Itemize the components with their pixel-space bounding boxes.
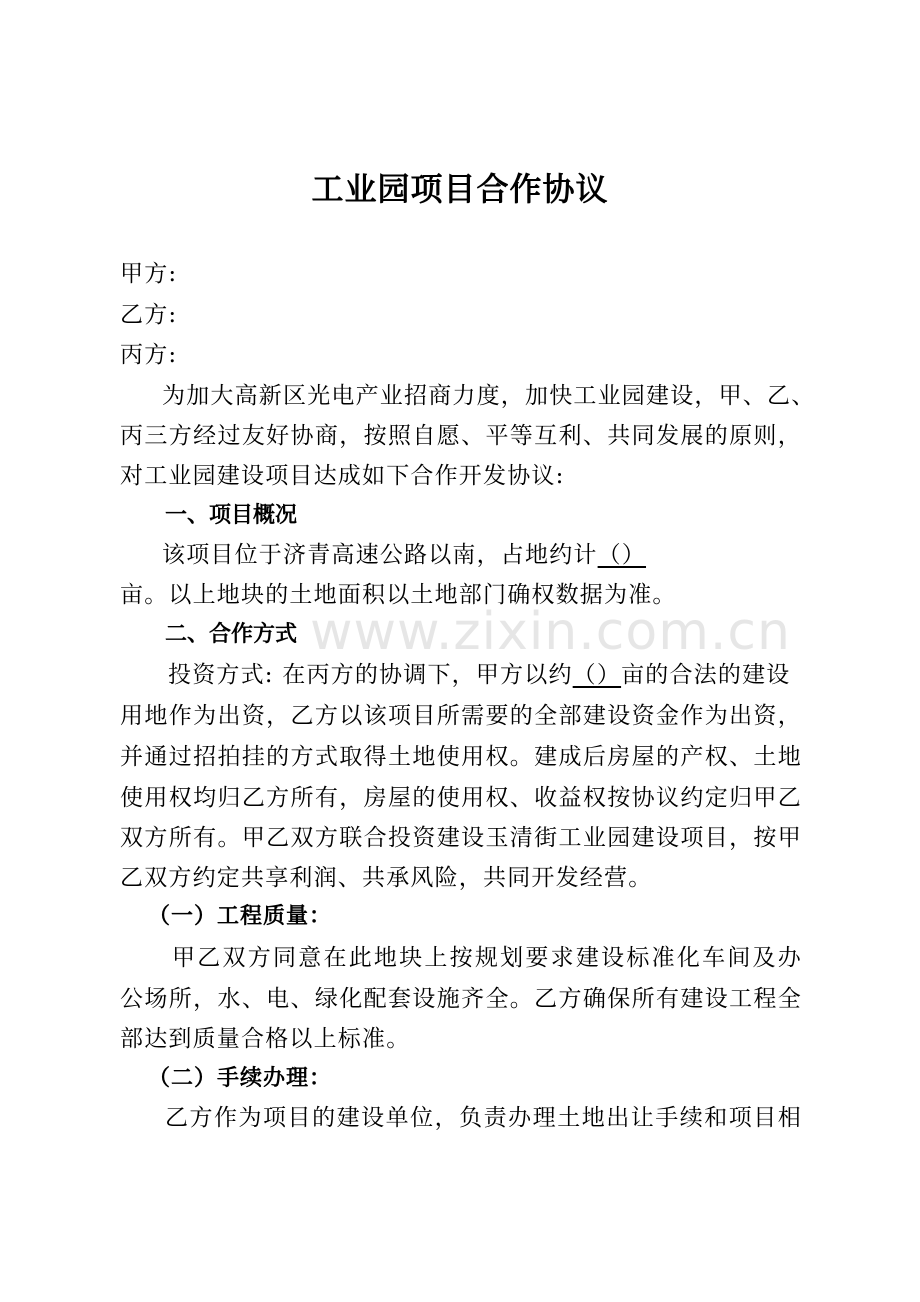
party-b-label: 乙方: [120, 302, 178, 328]
section-2-line-2: 用地作为出资，乙方以该项目所需要的全部建设资金作为出资， [120, 703, 802, 729]
watermark: www.zixin.com.cn [310, 602, 791, 662]
intro-line-2: 丙三方经过友好协商，按照自愿、平等互利、共同发展的原则， [120, 423, 802, 449]
subsection-1-line-2: 公场所，水、电、绿化配套设施齐全。乙方确保所有建设工程全 [120, 986, 802, 1012]
land-area-blank: （） [572, 662, 622, 688]
intro-line-1: 为加大高新区光电产业招商力度，加快工业园建设，甲、乙、 [162, 383, 816, 409]
area-blank: （） [597, 542, 647, 568]
section-2-line-4: 使用权均归乙方所有，房屋的使用权、收益权按协议约定归甲乙 [120, 785, 802, 811]
section-2-line-3: 并通过招拍挂的方式取得土地使用权。建成后房屋的产权、土地 [120, 744, 802, 770]
section-2-line-1-after: 亩的合法的建设 [621, 662, 791, 688]
section-2-line-1-before: 投资方式: 在丙方的协调下，甲方以约 [168, 662, 573, 688]
subsection-1-heading: （一）工程质量： [148, 904, 333, 929]
section-2-line-6: 乙双方约定共享利润、共承风险，共同开发经营。 [120, 865, 653, 891]
party-a-label: 甲方: [120, 261, 178, 287]
section-1-line-2: 亩。以上地块的土地面积以土地部门确权数据为准。 [120, 582, 677, 608]
subsection-2-heading: （二）手续办理： [148, 1066, 333, 1091]
subsection-1-line-1: 甲乙双方同意在此地块上按规划要求建设标准化车间及办 [172, 945, 802, 971]
section-2-line-5: 双方所有。甲乙双方联合投资建设玉清街工业园建设项目，按甲 [120, 825, 802, 851]
section-1-line-1-text: 该项目位于济青高速公路以南，占地约计 [162, 542, 598, 568]
subsection-2-line-1: 乙方作为项目的建设单位，负责办理土地出让手续和项目相 [165, 1105, 802, 1131]
intro-line-3: 对工业园建设项目达成如下合作开发协议: [120, 463, 565, 489]
party-c-label: 丙方: [120, 342, 178, 368]
section-1-heading: 一、项目概况 [165, 503, 298, 528]
document-title: 工业园项目合作协议 [311, 170, 609, 208]
subsection-1-line-3: 部达到质量合格以上标准。 [120, 1026, 411, 1052]
section-2-line-1 [168, 660, 802, 690]
section-2-heading: 二、合作方式 [165, 622, 298, 647]
section-1-line-1 [162, 540, 802, 570]
